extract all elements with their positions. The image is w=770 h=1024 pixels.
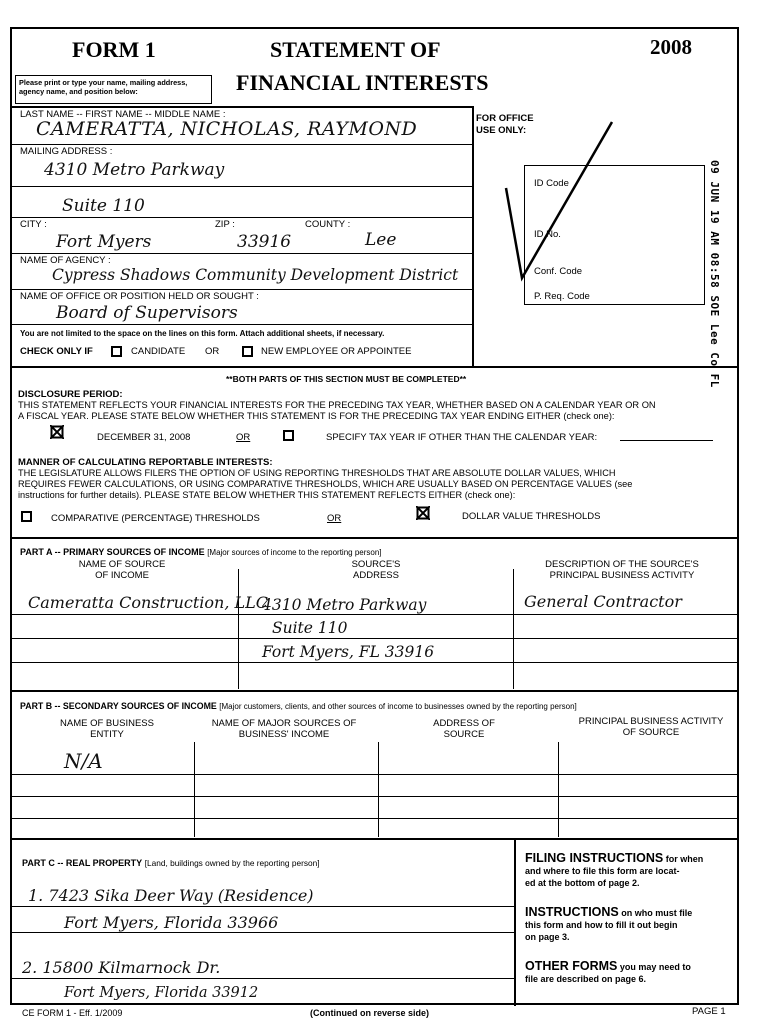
candidate-label: CANDIDATE	[131, 346, 186, 357]
space-note: You are not limited to the space on the lines on this form. Attach additional sheets, if necessary.	[20, 329, 385, 338]
name-label: LAST NAME -- FIRST NAME -- MIDDLE NAME :	[20, 109, 226, 120]
other-forms-text1: you may need to	[619, 962, 691, 972]
office-value[interactable]: Board of Supervisors	[56, 303, 238, 323]
part-c-item1-line1[interactable]: 1. 7423 Sika Deer Way (Residence)	[28, 886, 314, 905]
part-a-activity[interactable]: General Contractor	[524, 592, 682, 611]
specify-year-checkbox[interactable]	[283, 430, 294, 441]
office-rule	[12, 324, 472, 325]
name-value[interactable]: CAMERATTA, NICHOLAS, RAYMOND	[36, 118, 418, 140]
other-forms-title: OTHER FORMS	[525, 959, 618, 973]
part-a-address-line2[interactable]: Suite 110	[272, 619, 348, 637]
zip-value[interactable]: 33916	[237, 232, 292, 252]
part-a-row-line-1	[12, 614, 739, 615]
footer-page: PAGE 1	[692, 1006, 726, 1017]
agency-value[interactable]: Cypress Shadows Community Development District	[52, 266, 459, 284]
part-b-subtitle: [Major customers, clients, and other sources of income to businesses owned by the reporting person]	[219, 702, 577, 711]
part-a-address-line1[interactable]: 4310 Metro Parkway	[262, 596, 427, 614]
instructions-text2: this form and how to fill it out begin	[525, 920, 678, 930]
p-req-code-label: P. Req. Code	[534, 291, 590, 302]
part-b-col-divider-2	[378, 742, 379, 837]
filing-instructions	[525, 852, 735, 889]
part-c-rule-2	[12, 932, 514, 933]
part-c-subtitle: [Land, buildings owned by the reporting person]	[144, 858, 320, 868]
part-c-title-bold: PART C -- REAL PROPERTY	[22, 858, 143, 868]
filing-instructions-text1: for when	[665, 854, 704, 864]
address-line2-rule	[12, 217, 472, 218]
name-line	[12, 144, 472, 145]
id-code-label: ID Code	[534, 178, 569, 189]
part-b-col3-header: ADDRESS OF SOURCE	[433, 718, 495, 740]
manner-text-3: instructions for further details). PLEASE STATE BELOW WHETHER THIS STATEMENT REFLECTS EITHER (check one):	[18, 490, 516, 500]
header-divider	[12, 106, 472, 108]
part-c-item1-line2[interactable]: Fort Myers, Florida 33966	[64, 913, 279, 932]
new-employee-checkbox[interactable]	[242, 346, 253, 357]
other-forms-text2: file are described on page 6.	[525, 974, 647, 984]
filing-instructions-title: FILING INSTRUCTIONS	[525, 851, 664, 865]
dec31-checkbox-checked[interactable]	[50, 425, 64, 439]
office-box-left-border	[472, 106, 474, 367]
period-heading: DISCLOSURE PERIOD:	[18, 389, 123, 400]
dollar-value-checkbox-checked[interactable]	[416, 506, 430, 520]
footer-continued: (Continued on reverse side)	[310, 1008, 430, 1018]
part-a-subtitle: [Major sources of income to the reporting person]	[207, 548, 382, 557]
part-c-title	[22, 858, 320, 869]
county-label: COUNTY :	[305, 219, 351, 230]
received-stamp: 09 JUN 19 AM 08:58 SOE Lee Co FL	[708, 160, 721, 388]
agency-rule	[12, 289, 472, 290]
instructions-title: INSTRUCTIONS	[525, 905, 619, 919]
office-use-title1: FOR OFFICE	[476, 113, 534, 124]
county-value[interactable]: Lee	[365, 230, 397, 250]
part-a-title	[20, 547, 382, 558]
both-parts-note: **BOTH PARTS OF THIS SECTION MUST BE COMPLETED**	[226, 374, 467, 384]
city-label: CITY :	[20, 219, 47, 230]
part-c-item2-line2[interactable]: Fort Myers, Florida 33912	[64, 985, 259, 1001]
section-divider-4	[12, 838, 739, 840]
address-line1-rule	[12, 186, 472, 187]
candidate-or: OR	[205, 346, 220, 357]
part-a-col-divider-1	[238, 569, 239, 689]
office-label: NAME OF OFFICE OR POSITION HELD OR SOUGHT :	[20, 291, 259, 302]
period-or: OR	[236, 432, 251, 443]
part-a-col2-header: SOURCE'S ADDRESS	[351, 559, 401, 581]
id-no-label: ID No.	[534, 229, 561, 240]
filing-instructions-text3: ed at the bottom of page 2.	[525, 878, 640, 888]
part-a-title-bold: PART A -- PRIMARY SOURCES OF INCOME	[20, 547, 205, 557]
part-a-address-line3[interactable]: Fort Myers, FL 33916	[262, 643, 435, 661]
dollar-value-label: DOLLAR VALUE THRESHOLDS	[462, 511, 601, 522]
part-b-col2-header: NAME OF MAJOR SOURCES OF BUSINESS' INCOME	[211, 718, 357, 740]
footer-form-id: CE FORM 1 - Eff. 1/2009	[22, 1008, 123, 1018]
comparative-label: COMPARATIVE (PERCENTAGE) THRESHOLDS	[51, 513, 260, 524]
part-a-row-line-3	[12, 662, 739, 663]
part-a-col3-header: DESCRIPTION OF THE SOURCE'S PRINCIPAL BUSINESS ACTIVITY	[545, 559, 699, 581]
manner-or: OR	[327, 513, 342, 524]
city-value[interactable]: Fort Myers	[56, 232, 152, 252]
part-b-row-line-1	[12, 774, 739, 775]
part-b-row-line-2	[12, 796, 739, 797]
dec31-label: DECEMBER 31, 2008	[97, 432, 191, 443]
form-number: FORM 1	[72, 37, 156, 62]
checkmark-icon	[500, 118, 620, 288]
specify-year-label: SPECIFY TAX YEAR IF OTHER THAN THE CALENDAR YEAR:	[326, 432, 598, 443]
specify-year-line	[620, 440, 713, 441]
part-a-source-name[interactable]: Cameratta Construction, LLC	[28, 593, 268, 612]
city-rule	[12, 253, 472, 254]
manner-heading: MANNER OF CALCULATING REPORTABLE INTERESTS:	[18, 457, 273, 468]
part-b-col4-header: PRINCIPAL BUSINESS ACTIVITY OF SOURCE	[578, 716, 724, 738]
candidate-checkbox[interactable]	[111, 346, 122, 357]
other-forms-instructions	[525, 960, 735, 985]
part-a-col1-header: NAME OF SOURCE OF INCOME	[78, 559, 166, 581]
section-divider-3	[12, 690, 739, 692]
section-divider-2	[12, 537, 739, 539]
part-c-item2-line1[interactable]: 2. 15800 Kilmarnock Dr.	[22, 958, 221, 977]
part-b-col-divider-1	[194, 742, 195, 837]
part-b-row-line-3	[12, 818, 739, 819]
instruction-box: Please print or type your name, mailing address, agency name, and position below:	[15, 75, 212, 104]
manner-text-1: THE LEGISLATURE ALLOWS FILERS THE OPTION OF USING REPORTING THRESHOLDS THAT ARE ABSOLUTE DOLLAR VALUES, WHICH	[18, 468, 616, 478]
filing-instructions-text2: and where to file this form are locat-	[525, 866, 680, 876]
section-divider-1	[12, 366, 739, 368]
part-b-entry[interactable]: N/A	[64, 749, 103, 773]
part-b-col-divider-3	[558, 742, 559, 837]
part-b-col1-header: NAME OF BUSINESS ENTITY	[60, 718, 154, 740]
part-b-title-bold: PART B -- SECONDARY SOURCES OF INCOME	[20, 701, 217, 711]
mailing-label: MAILING ADDRESS :	[20, 146, 113, 157]
part-a-col-divider-2	[513, 569, 514, 689]
zip-label: ZIP :	[215, 219, 235, 230]
form-year: 2008	[650, 35, 692, 59]
office-use-title2: USE ONLY:	[476, 125, 527, 136]
part-b-title	[20, 701, 577, 712]
manner-text-2: REQUIRES FEWER CALCULATIONS, OR USING COMPARATIVE THRESHOLDS, WHICH ARE USUALLY BASED ON PERCENTAGE VALUES (see	[18, 479, 633, 489]
form-title-line1: STATEMENT OF	[270, 37, 441, 62]
instructions-left-border	[514, 838, 516, 1006]
period-text-2: A FISCAL YEAR. PLEASE STATE BELOW WHETHER THIS STATEMENT IS FOR THE PRECEDING TAX YEAR ENDING EITHER (check one):	[18, 411, 615, 421]
new-employee-label: NEW EMPLOYEE OR APPOINTEE	[261, 346, 412, 357]
period-text-1: THIS STATEMENT REFLECTS YOUR FINANCIAL INTERESTS FOR THE PRECEDING TAX YEAR, WHETHER BASED ON A CALENDAR YEAR OR ON	[18, 400, 656, 410]
address-line2[interactable]: Suite 110	[62, 196, 145, 216]
who-must-file-instructions	[525, 906, 735, 943]
agency-label: NAME OF AGENCY :	[20, 255, 111, 266]
conf-code-label: Conf. Code	[534, 266, 583, 277]
part-a-row-line-2	[12, 638, 739, 639]
comparative-checkbox[interactable]	[21, 511, 32, 522]
address-line1[interactable]: 4310 Metro Parkway	[44, 160, 225, 180]
part-c-rule-1	[12, 906, 514, 907]
instructions-text3: on page 3.	[525, 932, 570, 942]
form-title-line2: FINANCIAL INTERESTS	[236, 70, 489, 95]
check-only-if: CHECK ONLY IF	[20, 346, 93, 357]
instructions-text1: on who must file	[621, 908, 693, 918]
part-c-rule-3	[12, 978, 514, 979]
